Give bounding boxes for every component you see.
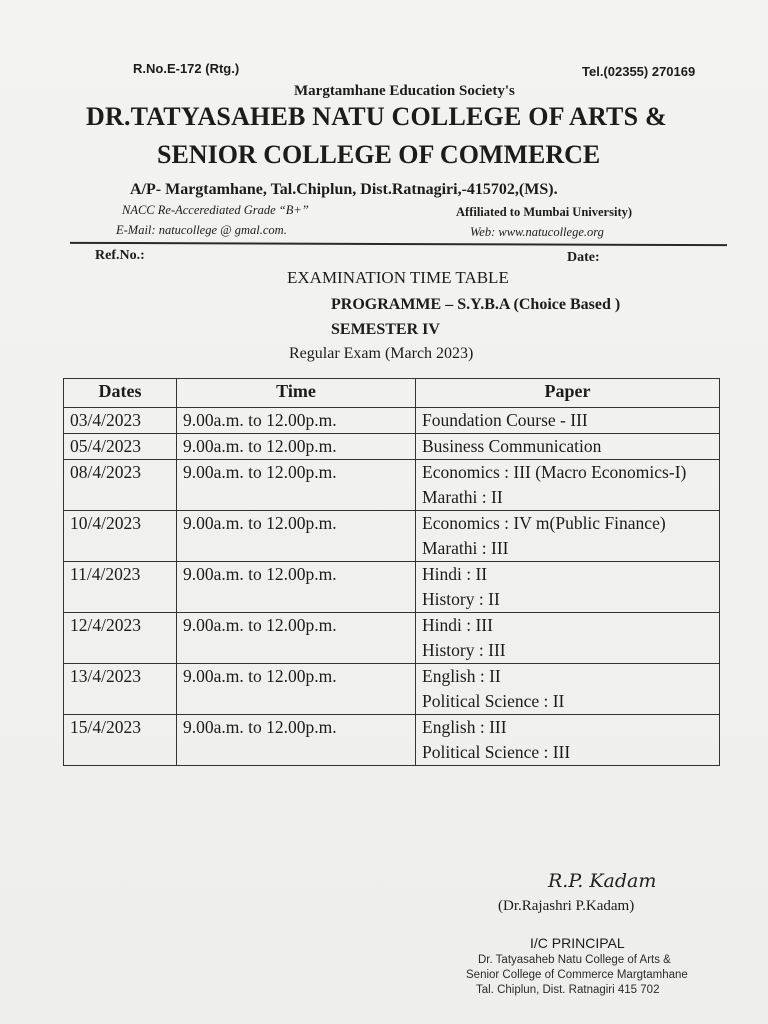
paper-line: Hindi : III [422,615,493,635]
row-time: 9.00a.m. to 12.00p.m. [177,664,416,715]
college-website: Web: www.natucollege.org [470,225,604,239]
date-label: Date: [567,250,600,265]
table-row [64,434,720,460]
paper-line: Marathi : III [422,538,509,558]
college-title-line2: SENIOR COLLEGE OF COMMERCE [157,140,601,169]
row-date: 10/4/2023 [64,511,177,562]
registration-number: R.No.E-172 (Rtg.) [133,61,240,76]
timetable [63,378,720,766]
row-date: 15/4/2023 [64,715,177,766]
paper-line: English : II [422,666,501,686]
header-time: Time [177,379,416,408]
table-row [64,562,720,613]
telephone-number: Tel.(02355) 270169 [582,64,696,79]
reference-number-label: Ref.No.: [95,248,145,263]
programme-label: PROGRAMME – S.Y.B.A (Choice Based ) [331,296,621,313]
paper-line: Business Communication [422,436,602,456]
paper-line: Marathi : II [422,487,503,507]
society-name: Margtamhane Education Society's [294,83,515,99]
row-time: 9.00a.m. to 12.00p.m. [177,613,416,664]
row-date: 03/4/2023 [64,408,177,434]
paper-line: English : III [422,717,507,737]
row-time: 9.00a.m. to 12.00p.m. [177,715,416,766]
row-date: 11/4/2023 [64,562,177,613]
row-time: 9.00a.m. to 12.00p.m. [177,434,416,460]
paper-line: Political Science : III [422,742,571,762]
row-paper [416,408,720,434]
row-paper [416,715,720,766]
table-row [64,460,720,511]
semester-label: SEMESTER IV [331,321,440,338]
paper-line: Economics : IV m(Public Finance) [422,513,666,533]
header-dates: Dates [64,379,177,408]
stamp-line1: Dr. Tatyasaheb Natu College of Arts & [478,954,671,966]
paper-line: Political Science : II [422,691,565,711]
paper-line: Economics : III (Macro Economics-I) [422,462,687,482]
exam-title: EXAMINATION TIME TABLE [287,268,509,287]
table-row [64,715,720,766]
row-date: 12/4/2023 [64,613,177,664]
row-paper [416,434,720,460]
principal-signature: R.P. Kadam [548,870,657,892]
row-paper [416,562,720,613]
table-row [64,408,720,434]
row-paper [416,613,720,664]
row-time: 9.00a.m. to 12.00p.m. [177,511,416,562]
row-time: 9.00a.m. to 12.00p.m. [177,408,416,434]
row-paper [416,664,720,715]
college-email: E-Mail: natucollege @ gmal.com. [116,223,287,237]
college-title-line1: DR.TATYASAHEB NATU COLLEGE OF ARTS & [86,102,667,131]
row-paper [416,511,720,562]
paper-line: Foundation Course - III [422,410,588,430]
row-time: 9.00a.m. to 12.00p.m. [177,562,416,613]
header-paper: Paper [416,379,720,408]
row-time: 9.00a.m. to 12.00p.m. [177,460,416,511]
paper-line: Hindi : II [422,564,488,584]
table-header-row [64,379,720,408]
paper-line: History : II [422,589,500,609]
row-paper [416,460,720,511]
stamp-line2: Senior College of Commerce Margtamhane [466,969,688,981]
row-date: 05/4/2023 [64,434,177,460]
row-date: 13/4/2023 [64,664,177,715]
principal-designation: I/C PRINCIPAL [530,935,625,951]
table-row [64,613,720,664]
table-row [64,511,720,562]
row-date: 08/4/2023 [64,460,177,511]
header-divider [70,242,727,246]
stamp-line3: Tal. Chiplun, Dist. Ratnagiri 415 702 [476,984,660,996]
table-row [64,664,720,715]
college-address: A/P- Margtamhane, Tal.Chiplun, Dist.Ratnagiri,-415702,(MS). [130,181,558,198]
exam-session: Regular Exam (March 2023) [289,345,474,362]
paper-line: History : III [422,640,506,660]
university-affiliation: Affiliated to Mumbai University) [456,205,633,219]
principal-name: (Dr.Rajashri P.Kadam) [498,898,635,914]
nacc-grade: NACC Re-Accerediated Grade “B+” [122,203,309,217]
